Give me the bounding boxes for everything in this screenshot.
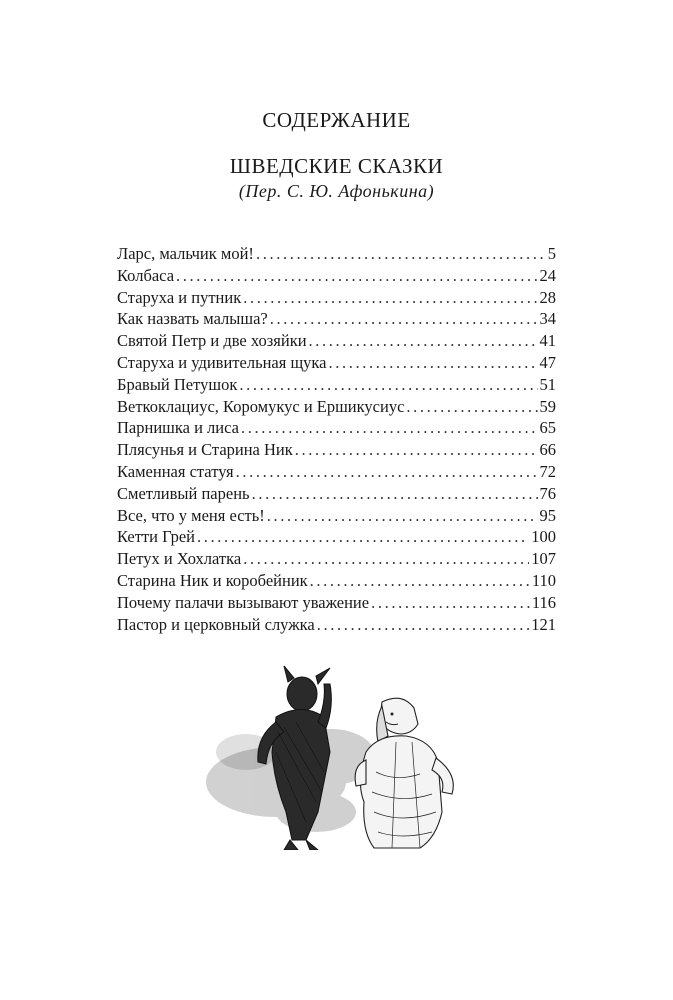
toc-entry-page: 41	[539, 331, 556, 351]
toc-entry-page: 116	[531, 592, 556, 612]
toc-entry	[117, 526, 556, 548]
toc-entry	[117, 439, 556, 461]
toc-entry-title: Кетти Грей	[117, 527, 195, 547]
toc-entry-title: Все, что у меня есть!	[117, 505, 265, 525]
toc-entry-title: Колбаса	[117, 265, 175, 285]
toc-entry-page: 65	[539, 418, 556, 438]
toc-entry	[117, 483, 556, 505]
toc-entry	[117, 548, 556, 570]
toc-entry-page: 66	[539, 440, 556, 460]
toc-entry-page: 59	[539, 396, 556, 416]
toc-entry	[117, 330, 556, 352]
toc-leader-dots	[310, 570, 530, 592]
toc-leader-dots	[243, 287, 537, 309]
toc-entry-title: Пастор и церковный служка	[117, 614, 315, 634]
toc-entry-title: Ларс, мальчик мой!	[117, 244, 254, 263]
toc-leader-dots	[241, 417, 538, 439]
toc-entry-page: 51	[539, 374, 556, 394]
toc-entry-title: Плясунья и Старина Ник	[117, 440, 293, 460]
toc-entry-title: Как назвать малыша?	[117, 309, 268, 329]
toc-entry-page: 121	[531, 614, 556, 634]
toc-entry-page: 28	[539, 287, 556, 307]
toc-leader-dots	[329, 352, 538, 374]
old-woman-figure	[355, 698, 453, 848]
toc-entry-page: 76	[539, 483, 556, 503]
toc-entry-page: 107	[531, 549, 556, 569]
toc-leader-dots	[252, 483, 538, 505]
toc-leader-dots	[176, 265, 537, 287]
toc-entry	[117, 417, 556, 439]
contents-title: СОДЕРЖАНИЕ	[262, 108, 411, 132]
toc-entry	[117, 505, 556, 527]
toc-entry-title: Бравый Петушок	[117, 374, 238, 394]
toc-entry-title: Веткоклациус, Коромукус и Ершикусиус	[117, 396, 405, 416]
toc-entry-title: Старуха и удивительная щука	[117, 352, 327, 372]
toc-entry	[117, 352, 556, 374]
section-title: ШВЕДСКИЕ СКАЗКИ	[229, 154, 444, 178]
toc-leader-dots	[243, 548, 529, 570]
toc-entry-page: 5	[547, 244, 556, 263]
toc-entry	[117, 265, 556, 287]
toc-entry	[117, 243, 556, 265]
toc-leader-dots	[267, 505, 538, 527]
toc-entry-page: 95	[539, 505, 556, 525]
toc-entry	[117, 614, 556, 636]
toc-entry-title: Сметливый парень	[117, 483, 250, 503]
toc-entry-page: 110	[531, 570, 556, 590]
toc-leader-dots	[406, 396, 537, 418]
toc-leader-dots	[239, 374, 537, 396]
toc-leader-dots	[256, 243, 546, 265]
toc-entry-page: 100	[531, 527, 556, 547]
toc-entry-title: Каменная статуя	[117, 461, 234, 481]
table-of-contents	[117, 243, 556, 635]
toc-entry	[117, 461, 556, 483]
toc-entry	[117, 592, 556, 614]
toc-entry-title: Парнишка и лиса	[117, 418, 239, 438]
devil-and-old-woman-illustration	[206, 662, 468, 850]
toc-entry-page: 34	[539, 309, 556, 329]
toc-leader-dots	[236, 461, 538, 483]
toc-leader-dots	[317, 614, 530, 636]
toc-leader-dots	[295, 439, 538, 461]
toc-entry	[117, 570, 556, 592]
toc-leader-dots	[309, 330, 538, 352]
toc-entry-title: Старина Ник и коробейник	[117, 570, 308, 590]
toc-entry-title: Почему палачи вызывают уважение	[117, 592, 370, 612]
toc-entry	[117, 287, 556, 309]
toc-entry	[117, 374, 556, 396]
toc-entry-title: Старуха и путник	[117, 287, 242, 307]
toc-entry-page: 47	[539, 352, 556, 372]
toc-leader-dots	[270, 308, 538, 330]
toc-entry-title: Святой Петр и две хозяйки	[117, 331, 307, 351]
toc-entry	[117, 396, 556, 418]
toc-entry-page: 72	[539, 461, 556, 481]
toc-leader-dots	[371, 592, 530, 614]
toc-entry-title: Петух и Хохлатка	[117, 549, 242, 569]
translator-note: (Пер. С. Ю. Афонькина)	[238, 181, 435, 201]
toc-leader-dots	[197, 526, 529, 548]
toc-entry-page: 24	[539, 265, 556, 285]
toc-entry	[117, 308, 556, 330]
